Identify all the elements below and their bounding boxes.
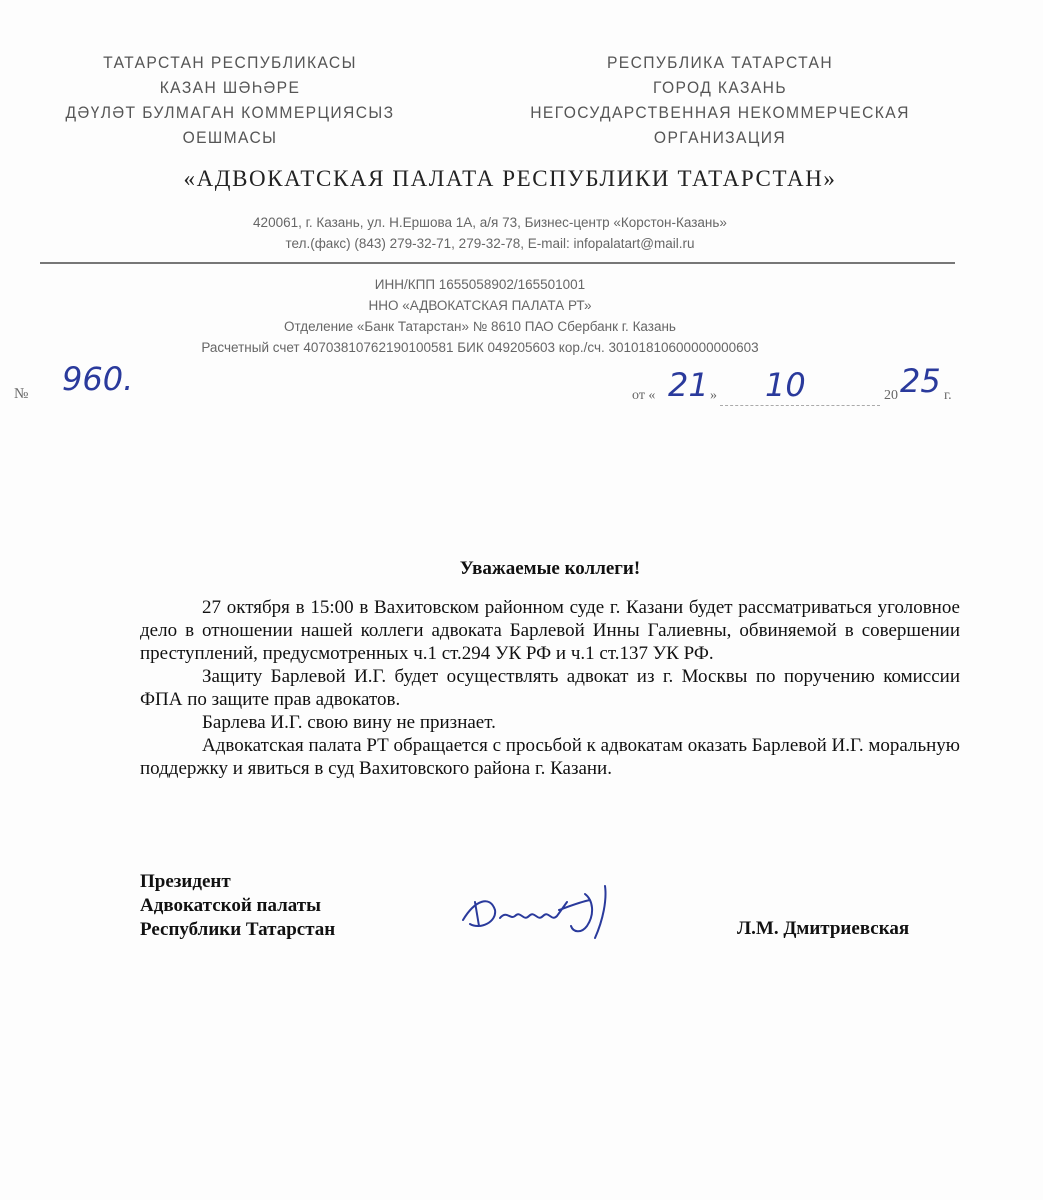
letterhead-line: ГОРОД КАЗАНЬ xyxy=(653,78,787,97)
paragraph: Адвокатская палата РТ обращается с просьбой к адвокатам оказать Барлевой И.Г. моральную поддержку и явиться в суд Вахитовского района г. Казани. xyxy=(140,735,960,779)
date-day-close: » xyxy=(710,388,717,403)
bank-line: Отделение «Банк Татарстан» № 8610 ПАО Сбербанк г. Казань xyxy=(284,319,676,334)
bank-line: ННО «АДВОКАТСКАЯ ПАЛАТА РТ» xyxy=(368,298,592,313)
letterhead-line: КАЗАН ШӘҺӘРЕ xyxy=(159,78,301,97)
year-end: г. xyxy=(944,388,952,403)
date-from: от « xyxy=(632,388,656,403)
letterhead-line: РЕСПУБЛИКА ТАТАРСТАН xyxy=(606,53,834,72)
letterhead-line: НЕГОСУДАРСТВЕННАЯ НЕКОММЕРЧЕСКАЯ xyxy=(530,103,910,122)
number-label: № xyxy=(14,386,29,402)
letterhead-line: ОЕШМАСЫ xyxy=(182,128,278,147)
signatory-position xyxy=(140,870,335,942)
letterhead-line: ДӘҮЛӘТ БУЛМАГАН КОММЕРЦИЯСЫЗ xyxy=(65,103,395,122)
header-divider xyxy=(40,262,955,264)
bank-line: ИНН/КПП 1655058902/165501001 xyxy=(374,277,586,292)
date-day: 21 xyxy=(668,366,709,404)
signatory-name: Л.М. Дмитриевская xyxy=(737,918,910,939)
letterhead-tatar xyxy=(55,50,405,150)
address-block xyxy=(180,212,800,254)
contacts: тел.(факс) (843) 279-32-71, 279-32-78, E-mail: infopalatart@mail.ru xyxy=(285,236,695,251)
address: 420061, г. Казань, ул. Н.Ершова 1А, а/я 73, Бизнес-центр «Корстон-Казань» xyxy=(253,215,727,230)
letterhead-line: ТАТАРСТАН РЕСПУБЛИКАСЫ xyxy=(103,53,357,72)
greeting: Уважаемые коллеги! xyxy=(459,558,641,579)
date-month: 10 xyxy=(765,366,806,404)
document-number: 960. xyxy=(62,360,134,398)
position-line: Республики Татарстан xyxy=(140,919,336,940)
bank-line: Расчетный счет 40703810762190100581 БИК 049205603 кор./сч. 30101810600000000603 xyxy=(201,340,759,355)
handwritten-signature xyxy=(455,880,635,950)
position-line: Адвокатской палаты xyxy=(140,895,321,916)
date-underline xyxy=(720,405,880,406)
paragraph: Защиту Барлевой И.Г. будет осуществлять адвокат из г. Москвы по поручению комиссии ФПА по защите прав адвокатов. xyxy=(140,666,960,710)
paragraph: 27 октября в 15:00 в Вахитовском районном суде г. Казани будет рассматриваться уголовное дело в отношении нашей коллеги адвоката Барлевой Инны Галиевны, обвиняемой в совершении преступлений, предусмотренных ч.1 ст.294 УК РФ и ч.1 ст.137 УК РФ. xyxy=(140,597,960,664)
letterhead-line: ОРГАНИЗАЦИЯ xyxy=(653,128,787,147)
bank-details xyxy=(130,274,830,358)
position-line: Президент xyxy=(140,871,231,892)
year-suffix: 25 xyxy=(900,362,941,400)
year-prefix: 20 xyxy=(884,388,898,403)
letter-body xyxy=(140,596,960,780)
organization-title: «АДВОКАТСКАЯ ПАЛАТА РЕСПУБЛИКИ ТАТАРСТАН» xyxy=(183,166,837,191)
paragraph: Барлева И.Г. свою вину не признает. xyxy=(202,712,496,733)
letterhead-russian xyxy=(490,50,950,150)
